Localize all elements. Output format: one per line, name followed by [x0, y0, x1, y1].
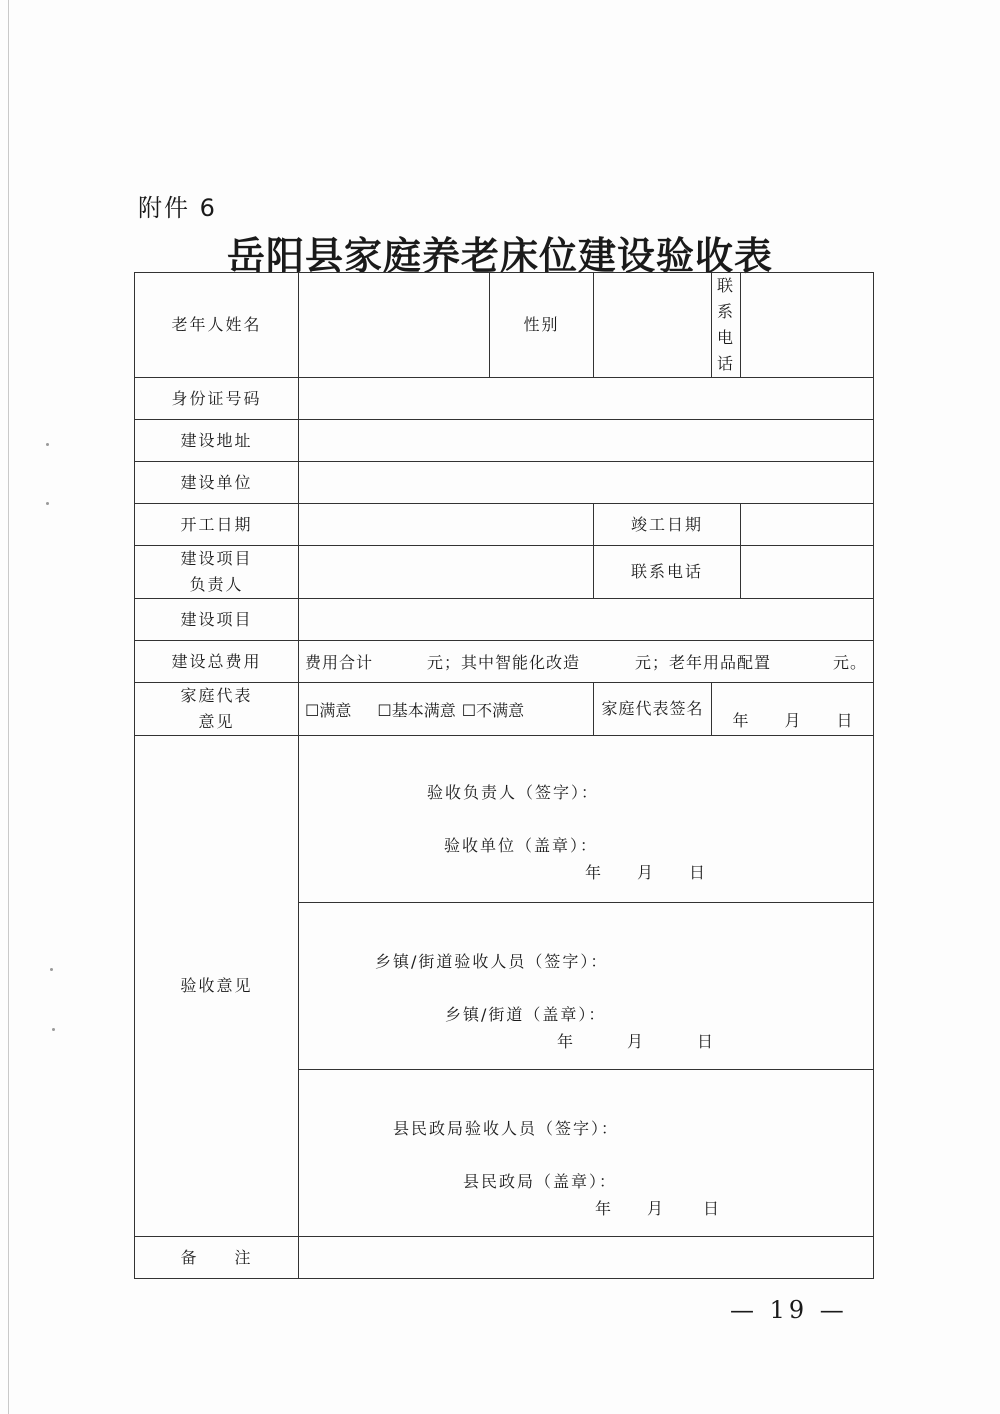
month-label: 月: [647, 1199, 666, 1218]
year-label: 年: [585, 863, 604, 882]
day-label: 日: [836, 711, 853, 730]
day-label: 日: [697, 1032, 716, 1051]
project-lead-label-line2: 负责人: [189, 575, 244, 594]
id-number-field[interactable]: [299, 378, 874, 420]
acceptance-block-township[interactable]: [299, 903, 874, 1070]
month-label: 月: [627, 1032, 646, 1051]
fee-yuan-3-text: 元。: [833, 653, 868, 672]
scan-speck: [46, 443, 49, 446]
acceptance-block-unit[interactable]: [299, 736, 874, 903]
phone-label: 联系电话: [712, 273, 741, 378]
scan-speck: [46, 502, 49, 505]
bureau-signer-label: 县民政局验收人员（签字）：: [393, 1119, 620, 1138]
bureau-date-line: [595, 1196, 721, 1219]
table-row: [135, 378, 874, 420]
page-title: 岳阳县家庭养老床位建设验收表: [226, 233, 773, 278]
acceptance-form-table: [134, 272, 874, 1279]
table-row: [135, 273, 874, 378]
remarks-label: 备 注: [135, 1237, 299, 1279]
elder-name-field[interactable]: [299, 273, 490, 378]
project-field[interactable]: [299, 599, 874, 641]
unit-date-line: [585, 860, 707, 883]
table-row: [135, 736, 874, 903]
family-opinion-label-line1: 家庭代表: [180, 686, 253, 705]
month-label: 月: [637, 863, 656, 882]
project-lead-label: [135, 546, 299, 599]
fee-yuan-1-text: 元；其中智能化改造: [427, 653, 581, 672]
scan-speck: [50, 968, 53, 971]
township-date-line: [557, 1029, 715, 1052]
township-seal-label: 乡镇/街道（盖章）：: [445, 1005, 607, 1024]
phone-field[interactable]: [741, 273, 874, 378]
acceptance-opinion-label: 验收意见: [135, 736, 299, 1237]
fee-yuan-2-text: 元；老年用品配置: [635, 653, 772, 672]
builder-field[interactable]: [299, 462, 874, 504]
table-row: [135, 504, 874, 546]
month-label: 月: [784, 711, 801, 730]
id-number-label: 身份证号码: [135, 378, 299, 420]
project-lead-label-line1: 建设项目: [180, 549, 253, 568]
fee-total-text: 费用合计: [305, 653, 374, 672]
end-date-field[interactable]: [741, 504, 874, 546]
family-sign-label: 家庭代表签名: [594, 683, 712, 736]
gender-field[interactable]: [594, 273, 712, 378]
year-label: 年: [595, 1199, 614, 1218]
remarks-field[interactable]: [299, 1237, 874, 1279]
bureau-seal-label: 县民政局（盖章）：: [463, 1172, 618, 1191]
project-lead-field[interactable]: [299, 546, 594, 599]
gender-label: 性别: [490, 273, 594, 378]
day-label: 日: [689, 863, 708, 882]
end-date-label: 竣工日期: [594, 504, 741, 546]
table-row: [135, 683, 874, 736]
family-opinion-label: [135, 683, 299, 736]
township-signer-label: 乡镇/街道验收人员（签字）：: [375, 952, 609, 971]
family-opinion-label-line2: 意见: [198, 712, 235, 731]
elder-name-label: 老年人姓名: [135, 273, 299, 378]
family-opinion-options: [299, 683, 594, 736]
table-row: [135, 641, 874, 683]
table-row: [135, 599, 874, 641]
scan-margin-line: [8, 0, 9, 1414]
table-row: [135, 546, 874, 599]
acceptance-block-bureau[interactable]: [299, 1070, 874, 1237]
address-label: 建设地址: [135, 420, 299, 462]
page-number: — 19 —: [730, 1296, 848, 1324]
start-date-field[interactable]: [299, 504, 594, 546]
lead-phone-label: 联系电话: [594, 546, 741, 599]
table-row: [135, 420, 874, 462]
option-satisfied-checkbox[interactable]: ☐满意: [305, 700, 352, 720]
table-row: [135, 1237, 874, 1279]
table-row: [135, 462, 874, 504]
total-cost-field[interactable]: [299, 641, 874, 683]
lead-phone-field[interactable]: [741, 546, 874, 599]
year-label: 年: [732, 711, 749, 730]
unit-seal-label: 验收单位（盖章）：: [444, 836, 599, 855]
builder-label: 建设单位: [135, 462, 299, 504]
address-field[interactable]: [299, 420, 874, 462]
day-label: 日: [703, 1199, 722, 1218]
scan-speck: [52, 1028, 55, 1031]
total-cost-label: 建设总费用: [135, 641, 299, 683]
annex-label: 附件 6: [138, 194, 217, 222]
year-label: 年: [557, 1032, 576, 1051]
option-basic-satisfied-checkbox[interactable]: ☐基本满意: [377, 700, 456, 720]
option-unsatisfied-checkbox[interactable]: ☐不满意: [461, 700, 525, 720]
start-date-label: 开工日期: [135, 504, 299, 546]
unit-signer-label: 验收负责人（签字）：: [427, 783, 600, 802]
project-label: 建设项目: [135, 599, 299, 641]
family-sign-date[interactable]: [712, 683, 874, 736]
